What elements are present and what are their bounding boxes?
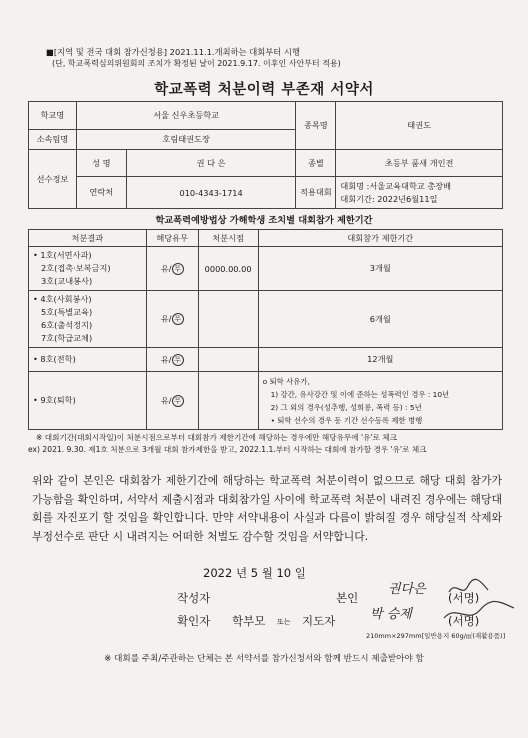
limit-line: 2) 그 외의 경우(성추행, 성희롱, 폭력 등) : 5년: [270, 402, 422, 412]
name-value: 권 다 은: [126, 150, 296, 177]
team-label: 소속팀명: [29, 130, 77, 150]
pledge-text: 위와 같이 본인은 대회참가 제한기간에 해당하는 학교폭력 처분이력이 없으므로 해당 대회 참가가 가능함을 확인하며, 서약서 제출시점과 대회참가일 사이에 학교폭력 처분이 내려진 경우에는 해당대회를 자진포기 할 것임을 확인합니다. 만약 서약내용이 사실과 다름이 밝혀질 경우 해당실적 삭제와 부정선수로 판단 시 내려지는 어떠한 처벌도 감수할 것임을 서약합니다.: [32, 474, 502, 543]
date-cell: 0000.00.00: [198, 247, 258, 291]
header-line-1: ■[지역 및 전국 대회 참가신청용] 2021.11.1.개최하는 대회부터 시행: [46, 47, 300, 57]
category-label: 종별: [296, 150, 336, 177]
applicable-label: 유/: [160, 263, 172, 273]
or-label: 또는: [277, 618, 291, 626]
player-info-label: 선수정보: [29, 150, 77, 209]
date-cell: [198, 291, 258, 348]
result-cell-8: • 8호(전학): [29, 348, 147, 372]
date-day: 10: [276, 566, 292, 580]
competition-name: 대회명 :서울교육대학교 총장배: [340, 180, 452, 191]
confirmer-label: 확인자: [177, 614, 211, 628]
result-cell-9: • 9호(퇴학): [29, 372, 147, 430]
self-sign-label: (서명): [448, 591, 480, 605]
result-item: 7호(학급교체): [41, 333, 93, 343]
self-name-handwritten: 권다은: [388, 582, 426, 597]
col-header-result: 처분결과: [29, 230, 147, 247]
document-title: 학교폭력 처분이력 부존재 서약서: [154, 82, 374, 98]
date-month: 5: [250, 566, 259, 580]
contact-value: 010-4343-1714: [126, 177, 296, 209]
school-value: 서울 신우초등학교: [76, 102, 296, 130]
applicable-label: 유/: [160, 354, 172, 364]
competition-label: 적용대회: [296, 177, 336, 209]
note-line-2: ex) 2021. 9.30. 제1호 처분으로 3개월 대회 참가제한을 받고, 2022.1.1.부터 시작하는 대회에 참가할 경우 '유'로 체크: [28, 445, 427, 454]
result-item: 3호(교내봉사): [41, 276, 93, 286]
circled-check-icon: 무: [172, 263, 184, 275]
date-year: 2022: [203, 566, 233, 580]
paper-spec: 210mm×297mm[일반용지 60g/㎡(재활용품)]: [366, 632, 506, 640]
applicable-label: 유/: [160, 313, 172, 324]
name-label: 성 명: [76, 150, 126, 177]
competition-period: 대회기간: 2022년6월11일: [340, 193, 438, 204]
header-line-2: (단, 학교폭력심의위원회의 조치가 확정된 날이 2021.9.17. 이후인 사안부터 적용): [52, 59, 341, 68]
limit-line: 1) 강간, 유사강간 및 이에 준하는 성폭력인 경우 : 10년: [270, 389, 450, 399]
result-item: 5호(특별교육): [41, 307, 93, 317]
date-day-unit: 일: [294, 566, 306, 580]
event-label: 종목명: [296, 102, 336, 150]
result-cell-1to3: [29, 247, 147, 291]
limit-cell: 12개월: [258, 348, 502, 372]
note-line-1: ※ 대회기간(대회시작일)이 처분시점으로부터 대회참가 제한기간에 해당하는 경우에만 해당유무에 '유'로 체크: [36, 433, 397, 442]
limit-cell-expulsion: [258, 372, 502, 430]
applicable-label: 유/: [160, 395, 172, 405]
applicable-cell: [146, 247, 198, 291]
coach-sign-label: (서명): [448, 614, 480, 628]
result-item: 2호(접촉·보복금지): [41, 263, 111, 273]
col-header-date: 처분시점: [198, 230, 258, 247]
date-cell: [198, 372, 258, 430]
restriction-subtitle: 학교폭력예방법상 가해학생 조치별 대회참가 제한기간: [155, 215, 373, 226]
parent-label: 학부모: [232, 614, 266, 628]
team-value: 호림태권도장: [76, 130, 296, 150]
date-month-unit: 월: [261, 566, 273, 580]
player-info-table: [28, 101, 503, 209]
circled-check-icon: 무: [172, 354, 184, 366]
limit-line: • 퇴학 선수의 경우 동 기간 선수등록 제한 병행: [270, 415, 423, 425]
result-cell-4to7: [29, 291, 147, 348]
school-label: 학교명: [29, 102, 77, 130]
limit-cell: 3개월: [258, 247, 502, 291]
sign-date: [203, 565, 306, 581]
event-value: 태권도: [336, 102, 503, 150]
date-cell: [198, 348, 258, 372]
footer-note: ※ 대회를 주최/주관하는 단체는 본 서약서를 참가신청서와 함께 반드시 제출받아야 함: [104, 654, 424, 664]
col-header-applicable: 해당유무: [146, 230, 198, 247]
result-item: 6호(출석정지): [41, 320, 93, 330]
limit-cell: 6개월: [258, 291, 502, 348]
date-year-unit: 년: [235, 566, 248, 580]
contact-label: 연락처: [76, 177, 126, 209]
category-value: 초등부 품새 개인전: [336, 150, 503, 177]
applicable-cell: [146, 291, 198, 348]
coach-name-handwritten: 박 승제: [370, 607, 412, 622]
self-label: 본인: [336, 591, 359, 605]
restriction-table: [28, 229, 503, 430]
author-label: 작성자: [177, 591, 211, 605]
signature-scribble-icon: [446, 576, 492, 600]
result-item: • 4호(사회봉사): [33, 294, 92, 304]
applicable-cell: [146, 372, 198, 430]
circled-check-icon: 무: [172, 395, 184, 407]
limit-line: o 퇴학 사유가,: [262, 376, 310, 386]
coach-label: 지도자: [302, 614, 336, 628]
col-header-limit: 대회참가 제한기간: [258, 230, 502, 247]
applicable-cell: [146, 348, 198, 372]
signature-scribble-icon: [440, 598, 518, 626]
result-item: • 1호(서면사과): [33, 250, 92, 260]
circled-check-icon: 무: [172, 313, 184, 325]
